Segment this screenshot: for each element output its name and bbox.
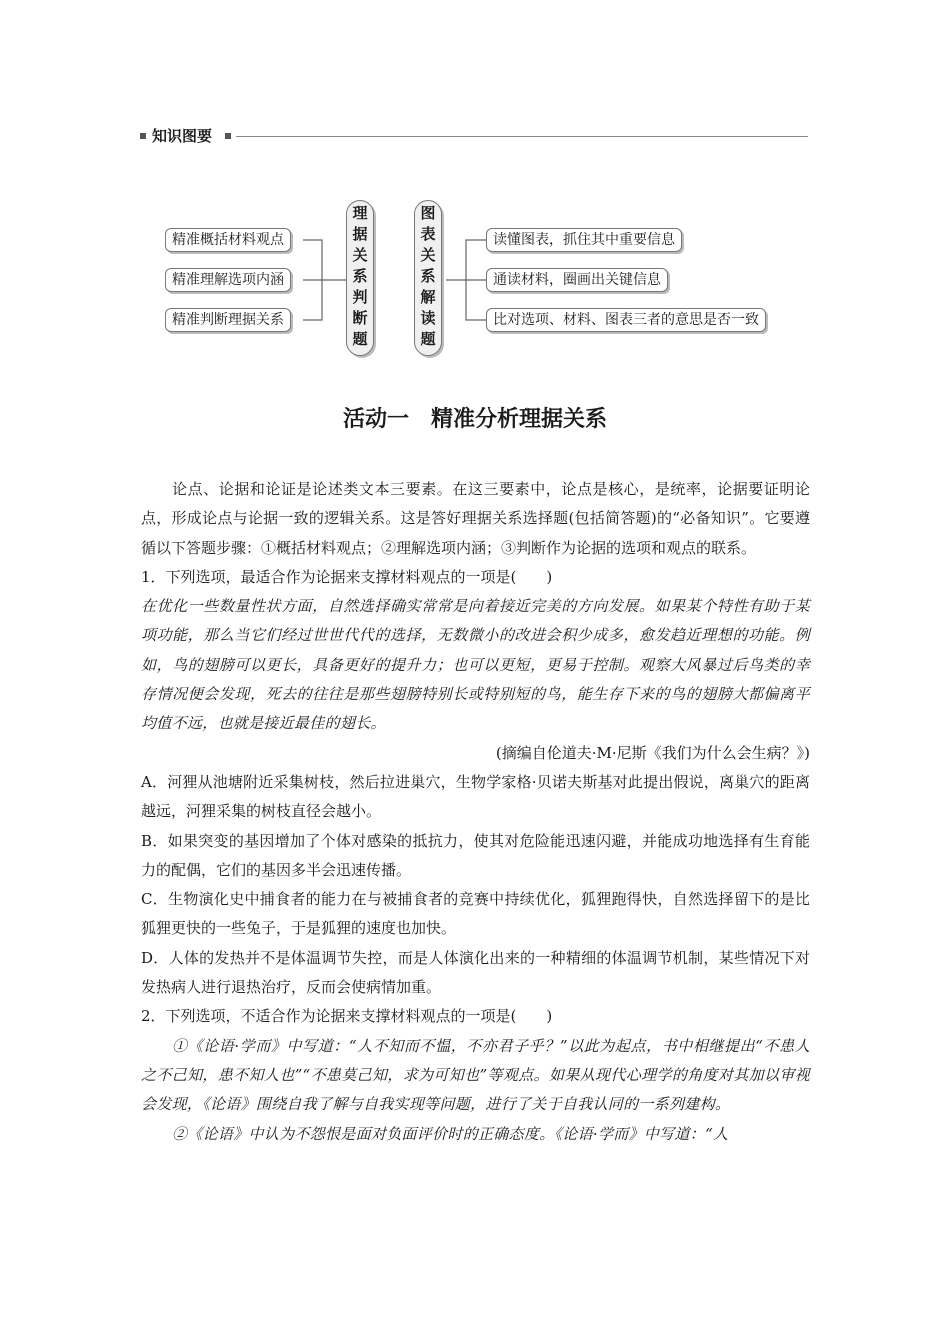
hub-char: 表: [420, 225, 436, 243]
right-item-2: 通读材料，圈画出关键信息: [486, 268, 668, 292]
left-item-3: 精准判断理据关系: [165, 308, 291, 332]
hub-char: 题: [420, 330, 436, 348]
option-d: D．人体的发热并不是体温调节失控，而是人体演化出来的一种精细的体温调节机制，某些情况下对发热病人进行退热治疗，反而会使病情加重。: [141, 948, 810, 997]
question-2-paragraph-2: ②《论语》中认为不怨恨是面对负面评价时的正确态度。《论语·学而》中写道：“人: [172, 1124, 729, 1143]
option-c: C．生物演化史中捕食者的能力在与被捕食者的竞赛中持续优化，狐狸跑得快，自然选择留下的是比狐狸更快的一些兔子，于是狐狸的速度也加快。: [141, 890, 810, 938]
hub-char: 系: [352, 267, 368, 285]
hub-char: 断: [352, 309, 368, 327]
hub-char: 解: [420, 288, 436, 306]
diagram-connectors: [0, 0, 950, 380]
hub-char: 理: [352, 204, 368, 222]
question-1-source: (摘编自伦道夫·M·尼斯《我们为什么会生病？》): [495, 743, 810, 762]
question-2-paragraph-1: ①《论语·学而》中写道：“人不知而不愠，不亦君子乎？”以此为起点，书中相继提出“不患人之不己知，患不知人也”“不患莫己知，求为可知也”等观点。如果从现代心理学的角度对其加以审视会发现，《论语》围绕自我了解与自我实现等问题，进行了关于自我认同的一系列建构。: [141, 1036, 810, 1114]
hub-chart-relation: [414, 200, 442, 356]
question-1-stem: 1．下列选项，最适合作为论据来支撑材料观点的一项是( ): [141, 567, 553, 586]
hub-evidence-relation: [346, 200, 374, 356]
hub-char: 系: [420, 267, 436, 285]
question-1-passage: 在优化一些数量性状方面，自然选择确实常常是向着接近完美的方向发展。如果某个特性有助于某项功能，那么当它们经过世世代代的选择，无数微小的改进会积少成多，愈发趋近理想的功能。例如，鸟的翅膀可以更长，具备更好的提升力；也可以更短，更易于控制。观察大风暴过后鸟类的幸存情况便会发现，死去的往往是那些翅膀特别长或特别短的鸟，能生存下来的鸟的翅膀大都偏离平均值不远，也就是接近最佳的翅长。: [141, 597, 810, 733]
left-item-2: 精准理解选项内涵: [165, 268, 291, 292]
question-2-stem: 2．下列选项，不适合作为论据来支撑材料观点的一项是( ): [141, 1007, 553, 1026]
hub-char: 图: [420, 204, 436, 222]
option-a: A．河狸从池塘附近采集树枝，然后拉进巢穴，生物学家格·贝诺夫斯基对此提出假说，离巢穴的距离越远，河狸采集的树枝直径会越小。: [141, 772, 810, 821]
hub-char: 关: [420, 246, 436, 264]
hub-char: 关: [352, 246, 368, 264]
hub-char: 读: [420, 309, 436, 327]
right-item-1: 读懂图表，抓住其中重要信息: [486, 228, 682, 252]
left-item-1: 精准概括材料观点: [165, 228, 291, 252]
hub-char: 判: [352, 288, 368, 306]
intro-paragraph: 论点、论据和论证是论述类文本三要素。在这三要素中，论点是核心，是统率，论据要证明论点，形成论点与论据一致的逻辑关系。这是答好理据关系选择题(包括简答题)的“必备知识”。它要遵循以下答题步骤：①概括材料观点；②理解选项内涵；③判断作为论据的选项和观点的联系。: [141, 480, 810, 557]
section-title: 知识图要: [152, 127, 213, 145]
option-b: B．如果突变的基因增加了个体对感染的抵抗力，使其对危险能迅速闪避，并能成功地选择有生育能力的配偶，它们的基因多半会迅速传播。: [141, 831, 810, 879]
activity-title: 活动一 精准分析理据关系: [342, 407, 607, 432]
main-text: [141, 475, 810, 1149]
hub-char: 据: [352, 225, 368, 243]
hub-char: 题: [352, 330, 368, 348]
right-item-3: 比对选项、材料、图表三者的意思是否一致: [486, 308, 766, 332]
